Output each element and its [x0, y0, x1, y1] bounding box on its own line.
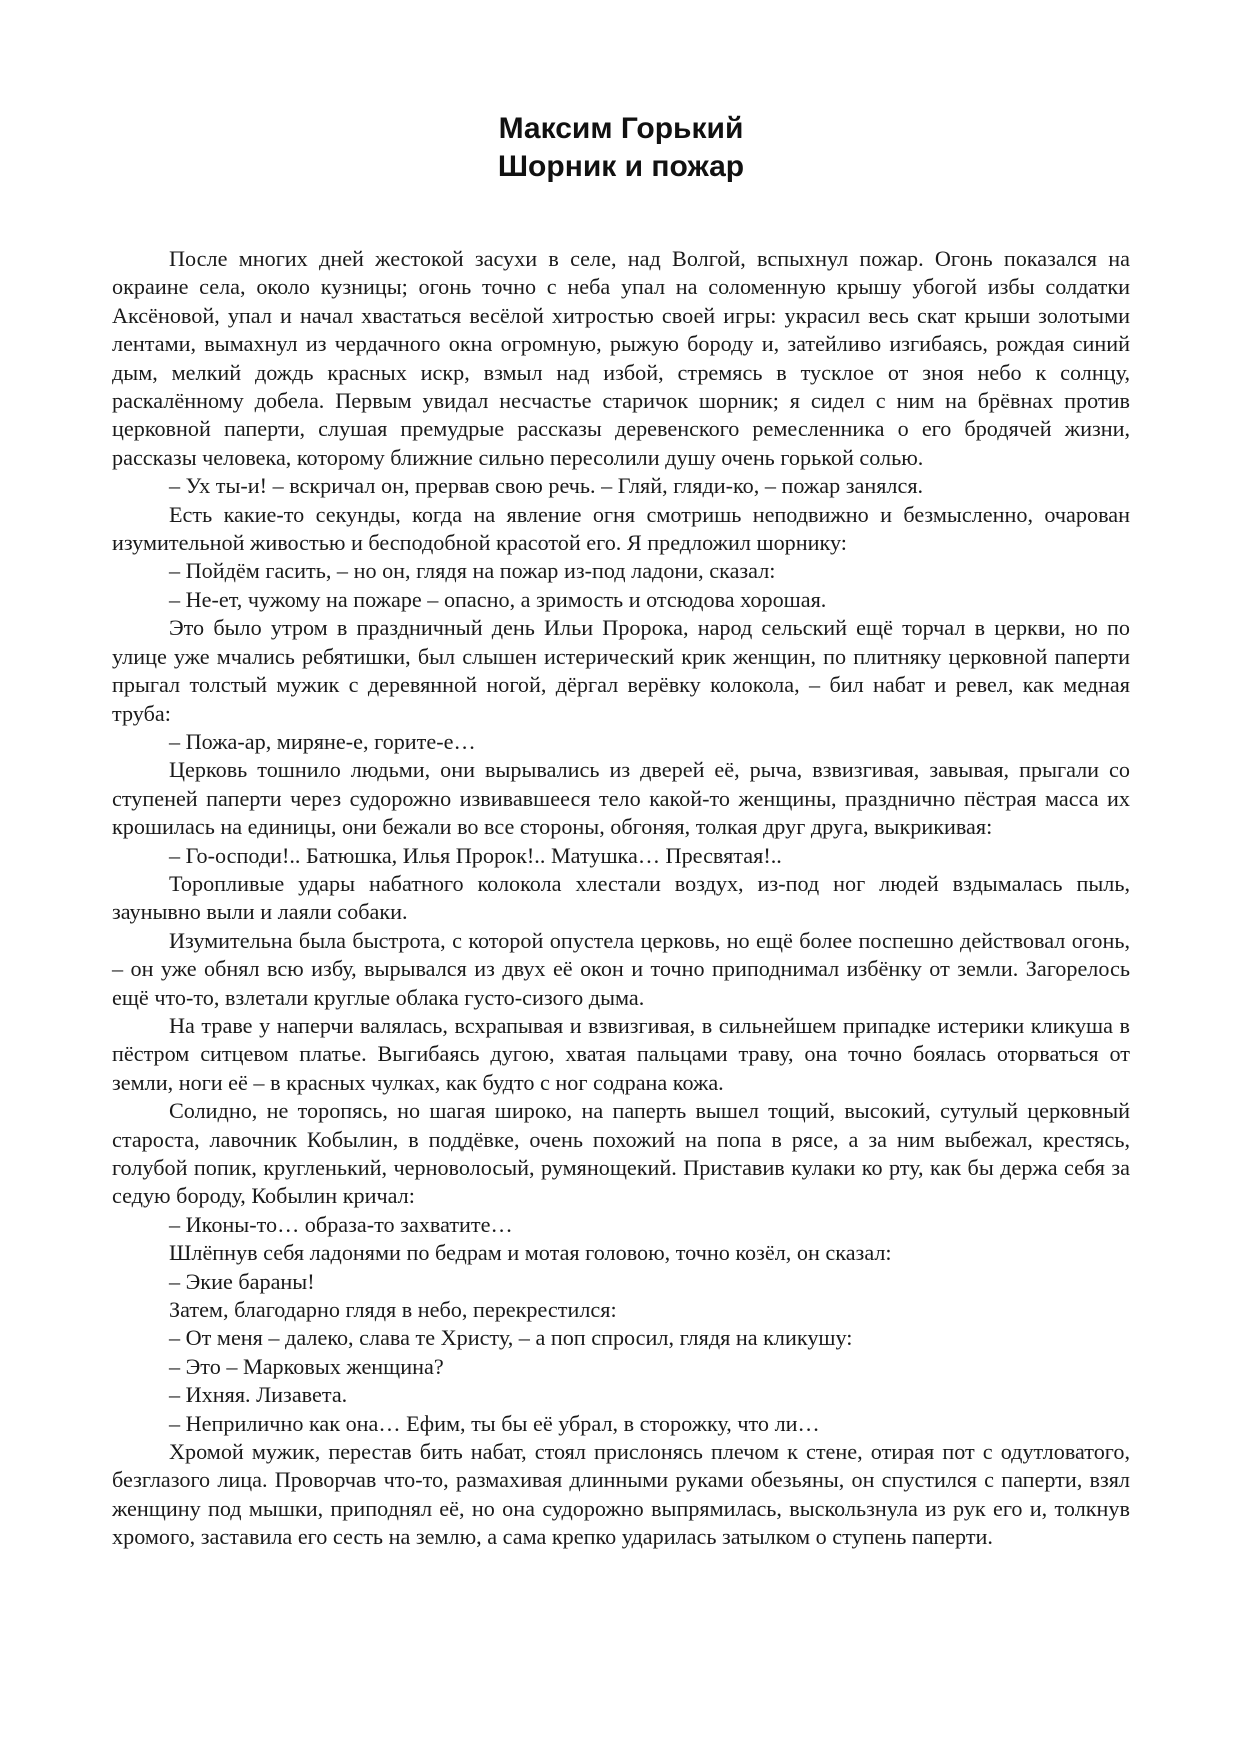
author-name: Максим Горький: [498, 112, 744, 145]
paragraph: – Пойдём гасить, – но он, глядя на пожар из-под ладони, сказал:: [169, 558, 776, 584]
paragraph: Солидно, не торопясь, но шагая широко, на паперть вышел тощий, высокий, сутулый церковный староста, лавочник Кобылин, в поддёвке, очень похожий на попа в рясе, а за ним выбежал, крестясь, голубой попик, кругленький, черноволосый, румянощекий. Приставив кулаки ко рту, как бы держа себя за седую бороду, Кобылин кричал:: [112, 1098, 1130, 1209]
paragraph: – Ихняя. Лизавета.: [169, 1382, 348, 1408]
paragraph: Есть какие-то секунды, когда на явление огня смотришь неподвижно и безмысленно, очарован изумительной живостью и бесподобной красотой его. Я предложил шорнику:: [112, 501, 1130, 556]
paragraph: – Иконы-то… образа-то захватите…: [169, 1211, 513, 1237]
paragraph: Затем, благодарно глядя в небо, перекрестился:: [169, 1297, 617, 1323]
paragraph: На траве у наперчи валялась, всхрапывая и взвизгивая, в сильнейшем припадке истерики кликуша в пёстром ситцевом платье. Выгибаясь дугою, хватая пальцами траву, она точно боялась оторваться от земли, ноги её – в красных чулках, как будто с ног содрана кожа.: [112, 1012, 1130, 1095]
paragraph: Торопливые удары набатного колокола хлестали воздух, из-под ног людей вздымалась пыль, заунывно выли и лаяли собаки.: [112, 870, 1130, 925]
paragraph: Хромой мужик, перестав бить набат, стоял прислонясь плечом к стене, отирая пот с одутловатого, безглазого лица. Проворчав что-то, размахивая длинными руками обезьяны, он спустился с паперти, взял женщину под мышки, приподнял её, но она судорожно выпрямилась, выскользнула из рук его и, толкнув хромого, заставила его сесть на землю, а сама крепко ударилась затылком о ступень паперти.: [112, 1439, 1130, 1550]
paragraph: – Неприлично как она… Ефим, ты бы её убрал, в сторожку, что ли…: [169, 1410, 820, 1436]
paragraph: – Это – Марковых женщина?: [169, 1353, 444, 1379]
paragraph: – Го-осподи!.. Батюшка, Илья Пророк!.. Матушка… Пресвятая!..: [169, 842, 782, 868]
paragraph: После многих дней жестокой засухи в селе, над Волгой, вспыхнул пожар. Огонь показался на окраине села, около кузницы; огонь точно с неба упал на соломенную крышу убогой избы солдатки Аксёновой, упал и начал хвастаться весёлой хитростью своей игры: украсил весь скат крыши золотыми лентами, вымахнул из чердачного окна огромную, рыжую бороду и, затейливо изгибаясь, рождая синий дым, мелкий дождь красных искр, взмыл над избой, стремясь в тусклое от зноя небо к солнцу, раскалённому добела. Первым увидал несчастье старичок шорник; я сидел с ним на брёвнах против церковной паперти, слушая премудрые рассказы деревенского ремесленника о его бродячей жизни, рассказы человека, которому ближние сильно пересолили душу очень горькой солью.: [112, 246, 1130, 470]
paragraph: – Ух ты-и! – вскричал он, прервав свою речь. – Гляй, гляди-ко, – пожар занялся.: [169, 473, 924, 499]
paragraph: – От меня – далеко, слава те Христу, – а поп спросил, глядя на кликушу:: [169, 1325, 853, 1351]
paragraph: – Не-ет, чужому на пожаре – опасно, а зримость и отсюдова хорошая.: [169, 586, 827, 612]
paragraph: – Экие бараны!: [169, 1268, 315, 1294]
story-text: [112, 245, 1130, 1552]
paragraph: Шлёпнув себя ладонями по бедрам и мотая головою, точно козёл, он сказал:: [169, 1240, 892, 1266]
story-title: Шорник и пожар: [497, 150, 745, 183]
paragraph: – Пожа-ар, миряне-е, горите-е…: [169, 728, 476, 754]
title-block: [0, 110, 1242, 186]
paragraph: Изумительна была быстрота, с которой опустела церковь, но ещё более поспешно действовал огонь, – он уже обнял всю избу, вырывался из двух её окон и точно приподнимал избёнку от земли. Загорелось ещё что-то, взлетали круглые облака густо-сизого дыма.: [112, 927, 1130, 1010]
paragraph: Церковь тошнило людьми, они вырывались из дверей её, рыча, взвизгивая, завывая, прыгали со ступеней паперти через судорожно извивавшееся тело какой-то женщины, празднично пёстрая масса их крошилась на единицы, они бежали во все стороны, обгоняя, толкая друг друга, выкрикивая:: [112, 757, 1130, 840]
paragraph: Это было утром в праздничный день Ильи Пророка, народ сельский ещё торчал в церкви, но по улице уже мчались ребятишки, был слышен истерический крик женщин, по плитняку церковной паперти прыгал толстый мужик с деревянной ногой, дёргал верёвку колокола, – бил набат и ревел, как медная труба:: [112, 615, 1130, 726]
